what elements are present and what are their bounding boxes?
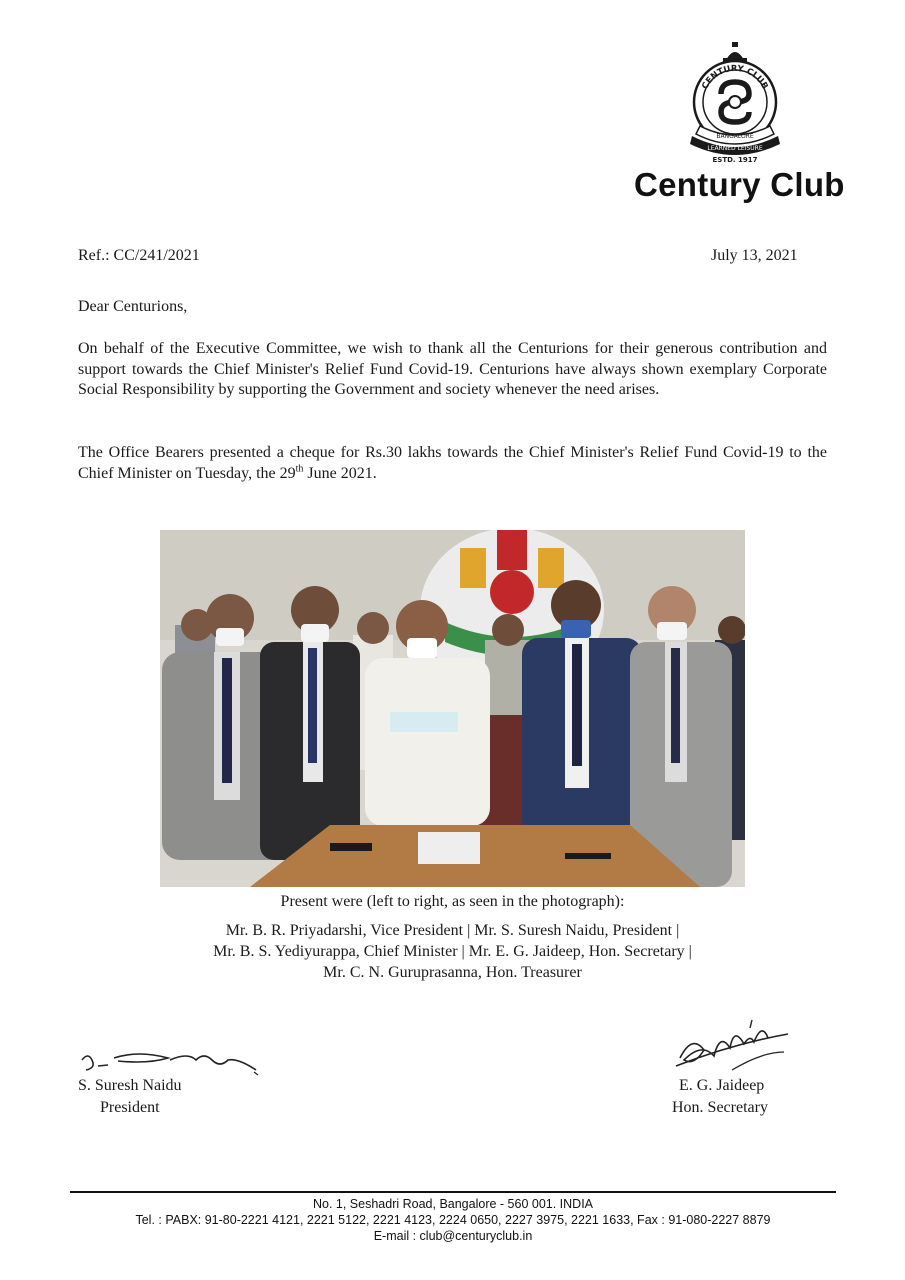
photo-caption-line: Mr. C. N. Guruprasanna, Hon. Treasurer — [323, 964, 582, 981]
president-signature — [78, 1042, 268, 1078]
ordinal-suffix: th — [295, 463, 304, 475]
secretary-name: E. G. Jaideep — [679, 1077, 765, 1094]
secretary-signature — [672, 1012, 790, 1078]
svg-text:ESTD. 1917: ESTD. 1917 — [712, 156, 758, 164]
footer-address: No. 1, Seshadri Road, Bangalore - 560 001. INDIA — [312, 1197, 594, 1211]
cheque-presentation-photo — [160, 530, 745, 887]
svg-text:BANGALORE: BANGALORE — [716, 133, 754, 140]
president-title: President — [100, 1099, 160, 1116]
footer-email: E-mail : club@centuryclub.in — [373, 1229, 533, 1243]
footer-phones: Tel. : PABX: 91-80-2221 4121, 2221 5122, 2221 4123, 2224 0650, 2227 3975, 2221 1633, Fax : 91-080-2227 8879 — [135, 1213, 771, 1227]
footer-divider — [70, 1191, 836, 1193]
photo-caption-line: Mr. B. S. Yediyurappa, Chief Minister | Mr. E. G. Jaideep, Hon. Secretary | — [213, 943, 692, 960]
photo-caption-line: Mr. B. R. Priyadarshi, Vice President | Mr. S. Suresh Naidu, President | — [225, 922, 680, 939]
secretary-title: Hon. Secretary — [672, 1099, 768, 1116]
letter-date: July 13, 2021 — [711, 247, 798, 264]
reference-number: Ref.: CC/241/2021 — [78, 247, 200, 264]
svg-text:LEARNED LEISURE: LEARNED LEISURE — [707, 145, 763, 152]
paragraph-cheque-end: June 2021. — [303, 464, 377, 482]
paragraph-cheque — [78, 443, 827, 484]
president-name: S. Suresh Naidu — [78, 1077, 182, 1094]
club-name: Century Club — [634, 166, 845, 203]
svg-text:CENTURY CLUB: CENTURY CLUB — [700, 63, 770, 92]
photo-caption-heading: Present were (left to right, as seen in the photograph): — [280, 893, 625, 910]
paragraph-cheque-text: The Office Bearers presented a cheque for Rs.30 lakhs towards the Chief Minister's Relief Fund Covid-19 to the Chief Minister on Tuesday, the 29 — [78, 444, 827, 482]
salutation: Dear Centurions, — [78, 298, 188, 315]
paragraph-thanks: On behalf of the Executive Committee, we wish to thank all the Centurions for their generous contribution and support towards the Chief Minister's Relief Fund Covid-19. Centurions have always shown exemplary Corporate Social Responsibility by supporting the Government and society whenever the need arises. — [78, 340, 827, 398]
century-club-logo — [690, 42, 780, 164]
